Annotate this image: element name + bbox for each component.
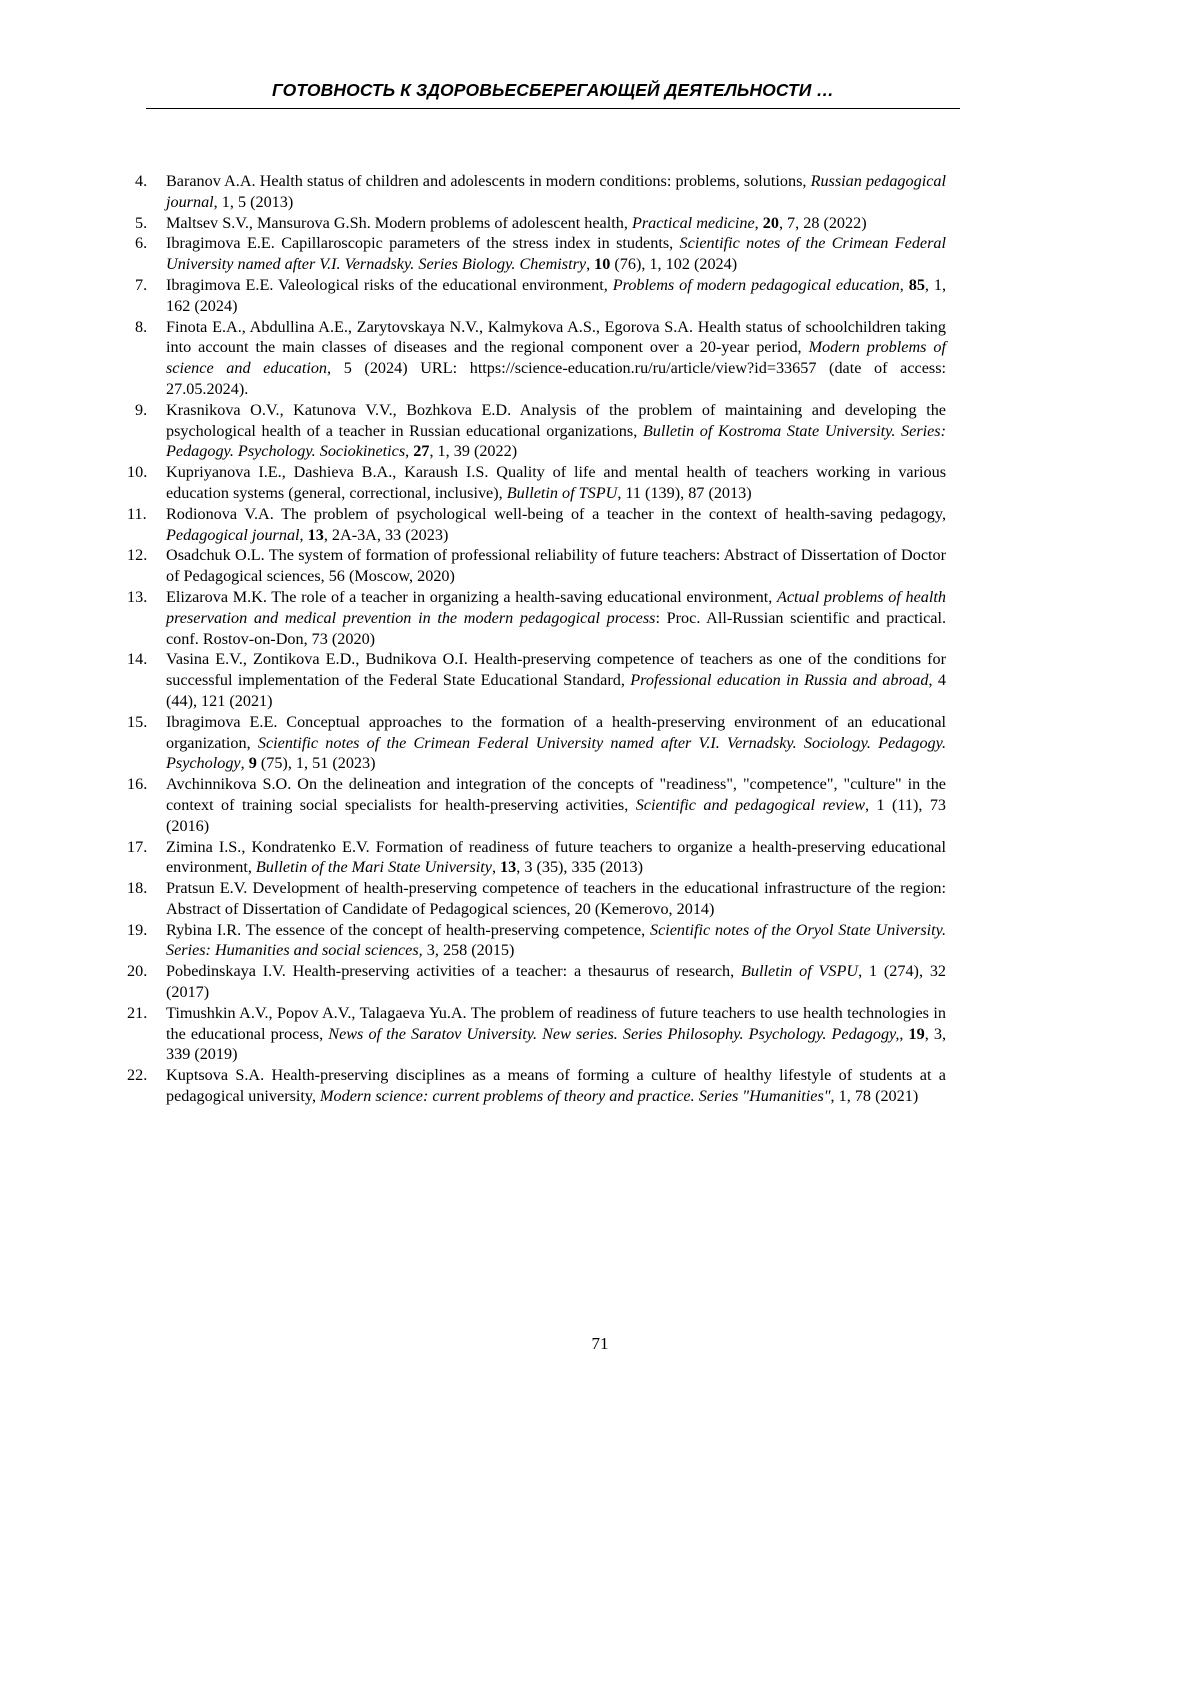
reference-journal: Scientific notes of the Oryol State University. Series: Humanities and social sciences, bbox=[166, 920, 946, 960]
reference-number: 8. bbox=[135, 317, 148, 336]
reference-number: 13. bbox=[127, 587, 148, 606]
reference-journal: Scientific notes of the Crimean Federal University named after V.I. Vernadsky. Sociology. Pedagogy. Psychology bbox=[166, 733, 946, 773]
reference-details: , 5 (2024) URL: https://science-education.ru/ru/article/view?id=33657 (date of access: 27.05.2024). bbox=[166, 359, 946, 398]
reference-item bbox=[135, 317, 946, 400]
reference-item bbox=[127, 545, 947, 587]
reference-title: On the delineation and integration of the concepts of "readiness", "competence", "culture" in the context of training social specialists for health-preserving activities, bbox=[166, 775, 946, 814]
reference-journal: News of the Saratov University. New series. Series Philosophy. Psychology. Pedagogy, bbox=[328, 1024, 900, 1043]
reference-journal: Modern problems of science and education bbox=[166, 338, 946, 378]
reference-details: : Proc. All-Russian scientific and practical. conf. Rostov-on-Don, 73 (2020) bbox=[166, 608, 946, 648]
reference-journal: Actual problems of health preservation and medical prevention in the modern pedagogical process bbox=[166, 587, 946, 627]
reference-details: , 1, 39 (2022) bbox=[429, 442, 518, 461]
reference-title: The problem of readiness of future teachers to use health technologies in the educational process, bbox=[166, 1003, 946, 1043]
reference-item: 11. Rodionova V.A. The problem of psychological well-being of a teacher in the context of health-saving pedagogy, Pedagogical journal, 13, 2A-3A, 33 (2023) bbox=[127, 504, 946, 544]
reference-number: 22. bbox=[127, 1066, 148, 1085]
reference-number: 21. bbox=[127, 1003, 148, 1022]
reference-authors: Ibragimova E.E. bbox=[166, 275, 274, 294]
reference-details: , 1 (274), 32 (2017) bbox=[166, 962, 947, 1002]
reference-details: , 1, 162 (2024) bbox=[166, 275, 947, 315]
reference-authors: Baranov A.A. bbox=[166, 172, 256, 190]
page-number: 71 bbox=[591, 1334, 609, 1353]
reference-volume: 85 bbox=[908, 275, 925, 294]
reference-details: , 11 (139), 87 (2013) bbox=[617, 483, 752, 502]
reference-authors: Krasnikova O.V., Katunova V.V., Bozhkova E.D. bbox=[166, 400, 512, 419]
reference-authors: Kupriyanova I.E., Dashieva B.A., Karaush I.S. bbox=[166, 463, 489, 482]
reference-title: Capillaroscopic parameters of the stress index in students, bbox=[274, 234, 680, 253]
reference-number: 9. bbox=[135, 400, 148, 419]
reference-item: 21. Timushkin A.V., Popov A.V., Talagaeva Yu.A. The problem of readiness of future teachers to use health technologies in the educational process, News of the Saratov University. New series. Series Philosophy. Psychology. Pedagogy,, 19, 3, 339 (2019) bbox=[127, 1003, 947, 1064]
reference-title: Development of health-preserving competence of teachers in the educational infrastructure of the region: Abstract of Dissertation of Candidate of Pedagogical sciences, 20 (Kemerovo, 2014) bbox=[166, 879, 946, 918]
reference-number: 4. bbox=[135, 172, 148, 190]
reference-journal: Bulletin of VSPU bbox=[741, 962, 859, 981]
reference-authors: Pratsun E.V. bbox=[166, 879, 248, 898]
reference-journal: Scientific and pedagogical review bbox=[635, 795, 866, 814]
reference-journal: Pedagogical journal bbox=[166, 525, 300, 544]
reference-title: The role of a teacher in organizing a health-saving educational environment, bbox=[266, 587, 777, 606]
reference-authors: Finota E.A., Abdullina A.E., Zarytovskaya N.V., Kalmykova A.S., Egorova S.A. bbox=[166, 317, 694, 336]
reference-title: Quality of life and mental health of teachers working in various education systems (general, correctional, inclusive), bbox=[166, 463, 946, 502]
reference-number: 11. bbox=[127, 504, 147, 523]
reference-authors: Pobedinskaya I.V. bbox=[166, 962, 286, 981]
reference-authors: Maltsev S.V., Mansurova G.Sh. bbox=[166, 213, 371, 232]
header-divider bbox=[146, 108, 960, 109]
reference-details: , 3 (35), 335 (2013) bbox=[516, 858, 644, 877]
reference-title: Formation of readiness of future teachers to organize a health-preserving educational environment, bbox=[166, 837, 946, 877]
reference-authors: Elizarova M.K. bbox=[166, 587, 267, 606]
reference-journal: Russian pedagogical journal bbox=[166, 172, 946, 211]
reference-authors: Rybina I.R. bbox=[166, 920, 242, 939]
reference-number: 17. bbox=[127, 837, 148, 856]
reference-number: 18. bbox=[127, 879, 148, 898]
reference-number: 19. bbox=[127, 920, 148, 939]
reference-title: The essence of the concept of health-preserving competence, bbox=[241, 920, 650, 939]
reference-volume: 9 bbox=[248, 754, 257, 773]
reference-number: 7. bbox=[135, 275, 148, 294]
reference-item bbox=[127, 462, 946, 504]
reference-title: Analysis of the problem of maintaining and developing the psychological health of a teacher in Russian educational organizations, bbox=[166, 400, 946, 440]
reference-title: Health status of children and adolescents in modern conditions: problems, solutions, bbox=[255, 172, 811, 190]
reference-journal: Professional education in Russia and abroad bbox=[630, 671, 929, 690]
reference-item: 6. Ibragimova E.E. Capillaroscopic parameters of the stress index in students, Scientific notes of the Crimean Federal University named after V.I. Vernadsky. Series Biology. Chemistry, 10 (76), 1, 102 (2024) bbox=[135, 234, 946, 274]
reference-title: Health-preserving activities of a teacher: a thesaurus of research, bbox=[285, 962, 742, 981]
reference-list bbox=[127, 171, 947, 1107]
reference-details: (75), 1, 51 (2023) bbox=[256, 754, 376, 773]
reference-title: Conceptual approaches to the formation of a health-preserving environment of an educational organization, bbox=[166, 712, 947, 752]
reference-journal: Bulletin of Kostroma State University. Series: Pedagogy. Psychology. Sociokinetics bbox=[166, 421, 946, 461]
reference-item: 15. Ibragimova E.E. Conceptual approaches to the formation of a health-preserving environment of an educational organization, Scientific notes of the Crimean Federal University named after V.I. Vernadsky. Sociology. Pedagogy. Psychology, 9 (75), 1, 51 (2023) bbox=[127, 712, 947, 773]
reference-number: 15. bbox=[127, 712, 148, 731]
reference-journal: Modern science: current problems of theory and practice. Series "Humanities" bbox=[320, 1087, 831, 1106]
reference-item bbox=[127, 1065, 946, 1107]
reference-title: Valeological risks of the educational environment bbox=[273, 275, 604, 294]
reference-title: Health status of schoolchildren taking into account the main classes of diseases and the regional component over a 20-year period, bbox=[166, 317, 946, 357]
reference-details: , 1, 5 (2013) bbox=[213, 192, 294, 211]
reference-volume: 13 bbox=[500, 858, 517, 877]
reference-number: 5. bbox=[135, 213, 148, 232]
reference-authors: Avchinnikova S.O. bbox=[166, 775, 292, 794]
reference-volume: 13 bbox=[307, 525, 324, 544]
reference-number: 14. bbox=[127, 650, 148, 669]
reference-number: 20. bbox=[127, 962, 148, 981]
reference-title: Modern problems of adolescent health, bbox=[370, 213, 632, 232]
reference-details: , 7, 28 (2022) bbox=[778, 213, 867, 232]
reference-authors: Zimina I.S., Kondratenko E.V. bbox=[166, 837, 370, 856]
reference-volume: 20 bbox=[762, 213, 779, 232]
reference-authors: Ibragimova E.E. bbox=[166, 712, 278, 731]
reference-details: , 1 (11), 73 (2016) bbox=[166, 795, 947, 835]
reference-journal: Bulletin of the Mari State University bbox=[255, 858, 492, 877]
reference-journal: Practical medicine bbox=[631, 213, 755, 232]
reference-number: 6. bbox=[135, 234, 148, 253]
reference-journal: Scientific notes of the Crimean Federal University named after V.I. Vernadsky. Series Biology. Chemistry bbox=[166, 234, 946, 274]
reference-item: 9. Krasnikova O.V., Katunova V.V., Bozhkova E.D. Analysis of the problem of maintaining and developing the psychological health of a teacher in Russian educational organizations, Bulletin of Kostroma State University. Series: Pedagogy. Psychology. Sociokinetics, 27, 1, 39 (2022) bbox=[135, 400, 946, 461]
reference-volume: 10 bbox=[594, 255, 611, 274]
reference-details: (76), 1, 102 (2024) bbox=[610, 255, 738, 274]
reference-item bbox=[127, 649, 946, 711]
reference-volume: 19 bbox=[908, 1024, 925, 1043]
reference-item bbox=[127, 961, 947, 1003]
reference-authors: Timushkin A.V., Popov A.V., Talagaeva Yu.A. bbox=[166, 1003, 467, 1022]
reference-details: , 3, 339 (2019) bbox=[166, 1024, 947, 1064]
reference-number: 12. bbox=[127, 546, 148, 565]
reference-item: 7. Ibragimova E.E. Valeological risks of the educational environment, Problems of modern pedagogical education, 85, 1, 162 (2024) bbox=[135, 275, 947, 315]
reference-journal: Bulletin of TSPU bbox=[506, 483, 618, 502]
reference-details: , 2A-3A, 33 (2023) bbox=[323, 525, 449, 544]
reference-item bbox=[127, 587, 946, 649]
reference-item: 5. Maltsev S.V., Mansurova G.Sh. Modern problems of adolescent health, Practical medicine, 20, 7, 28 (2022) bbox=[135, 213, 867, 232]
reference-authors: Osadchuk O.L. bbox=[166, 546, 265, 565]
reference-title: The problem of psychological well-being of a teacher in the context of health-saving pedagogy, bbox=[273, 504, 946, 523]
reference-authors: Kuptsova S.A. bbox=[166, 1066, 265, 1085]
reference-details: 3, 258 (2015) bbox=[422, 941, 515, 960]
reference-volume: 27 bbox=[413, 442, 430, 461]
reference-authors: Vasina E.V., Zontikova E.D., Budnikova O.I. bbox=[166, 650, 468, 669]
reference-authors: Rodionova V.A. bbox=[166, 504, 274, 523]
reference-title: Health-preserving disciplines as a means of forming a culture of healthy lifestyle of students at a pedagogical university, bbox=[166, 1066, 946, 1106]
reference-number: 16. bbox=[127, 775, 148, 794]
reference-number: 10. bbox=[127, 463, 148, 482]
reference-item bbox=[127, 920, 946, 962]
reference-title: Health-preserving competence of teachers as one of the conditions for successful implementation of the Federal State Educational Standard, bbox=[166, 650, 946, 690]
reference-title: The system of formation of professional reliability of future teachers: Abstract of Dissertation of Doctor of Pedagogical sciences, 56 (Moscow, 2020) bbox=[166, 546, 947, 586]
reference-details: , 1, 78 (2021) bbox=[830, 1087, 919, 1106]
running-head-title: ГОТОВНОСТЬ К ЗДОРОВЬЕСБЕРЕГАЮЩЕЙ ДЕЯТЕЛЬНОСТИ … bbox=[272, 80, 834, 100]
reference-journal: , Problems of modern pedagogical education bbox=[603, 275, 900, 294]
reference-details: , 4 (44), 121 (2021) bbox=[166, 671, 946, 710]
reference-item bbox=[135, 171, 946, 213]
reference-item: 17. Zimina I.S., Kondratenko E.V. Formation of readiness of future teachers to organize a health-preserving educational environment, Bulletin of the Mari State University, 13, 3 (35), 335 (2013) bbox=[127, 837, 946, 877]
reference-authors: Ibragimova E.E. bbox=[166, 234, 275, 253]
reference-item bbox=[127, 774, 947, 836]
reference-item bbox=[127, 878, 946, 920]
